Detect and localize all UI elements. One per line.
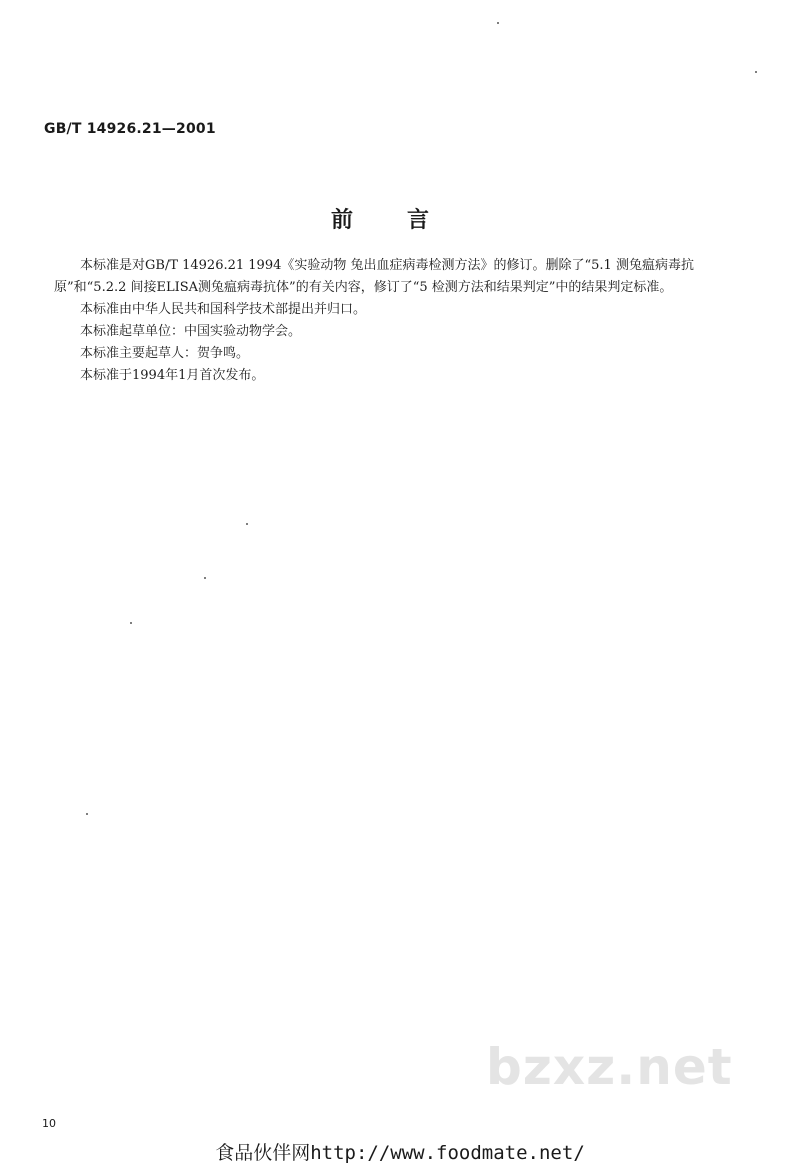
paragraph: 本标准是对GB/T 14926.21 1994《实验动物 兔出血症病毒检测方法》的修订。删除了“5.1 测兔瘟病毒抗原”和“5.2.2 间接ELISA测兔瘟病毒抗体”的有关内容，修订了“5 检测方法和结果判定”中的结果判定标准。: [54, 258, 694, 295]
paragraph: 本标准于1994年1月首次发布。: [80, 368, 265, 383]
watermark: bzxz.net: [486, 1038, 733, 1096]
scan-speck: [86, 813, 88, 815]
scan-speck: [755, 71, 757, 73]
paragraph: 本标准起草单位：中国实验动物学会。: [80, 324, 302, 339]
footer-source: 食品伙伴网http://www.foodmate.net/: [215, 1142, 585, 1164]
scan-speck: [204, 577, 206, 579]
paragraph: 本标准主要起草人：贺争鸣。: [80, 346, 250, 361]
standard-code: GB/T 14926.21—2001: [44, 121, 216, 137]
scan-speck: [497, 22, 499, 24]
section-heading: 前言: [330, 208, 483, 233]
scan-speck: [130, 622, 132, 624]
paragraph: 本标准由中华人民共和国科学技术部提出并归口。: [80, 302, 367, 317]
foreword-body: [54, 255, 734, 387]
page-number: 10: [42, 1117, 56, 1130]
scan-speck: [246, 523, 248, 525]
